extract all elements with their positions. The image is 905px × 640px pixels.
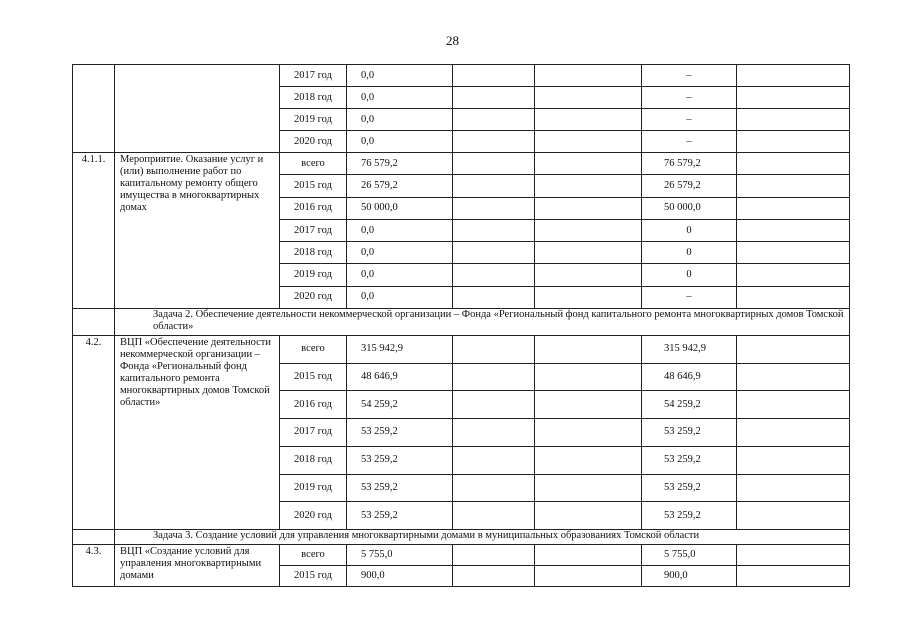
federal-cell: [453, 153, 535, 175]
other-cell: [737, 87, 850, 109]
local-cell: 53 259,2: [642, 446, 737, 474]
local-cell: –: [642, 109, 737, 131]
other-cell: [737, 131, 850, 153]
regional-cell: [535, 502, 642, 530]
regional-cell: [535, 544, 642, 565]
year-cell: всего: [280, 153, 347, 175]
federal-cell: [453, 286, 535, 308]
federal-cell: [453, 474, 535, 502]
federal-cell: [453, 175, 535, 197]
federal-cell: [453, 544, 535, 565]
total-cell: 900,0: [347, 565, 453, 586]
local-cell: 0: [642, 219, 737, 241]
other-cell: [737, 286, 850, 308]
federal-cell: [453, 336, 535, 364]
item-name: Мероприятие. Оказание услуг и (или) выполнение работ по капитальному ремонту общего имущества в многоквартирных домах: [115, 153, 280, 309]
regional-cell: [535, 264, 642, 286]
year-cell: 2018 год: [280, 242, 347, 264]
regional-cell: [535, 87, 642, 109]
other-cell: [737, 109, 850, 131]
regional-cell: [535, 153, 642, 175]
local-cell: –: [642, 131, 737, 153]
local-cell: 900,0: [642, 565, 737, 586]
item-number: 4.3.: [73, 544, 115, 586]
year-cell: всего: [280, 336, 347, 364]
other-cell: [737, 419, 850, 447]
other-cell: [737, 65, 850, 87]
federal-cell: [453, 565, 535, 586]
other-cell: [737, 502, 850, 530]
year-cell: 2019 год: [280, 474, 347, 502]
other-cell: [737, 153, 850, 175]
total-cell: 5 755,0: [347, 544, 453, 565]
regional-cell: [535, 474, 642, 502]
federal-cell: [453, 264, 535, 286]
total-cell: 53 259,2: [347, 474, 453, 502]
total-cell: 0,0: [347, 286, 453, 308]
regional-cell: [535, 219, 642, 241]
total-cell: 54 259,2: [347, 391, 453, 419]
year-cell: 2017 год: [280, 419, 347, 447]
regional-cell: [535, 363, 642, 391]
year-cell: 2016 год: [280, 197, 347, 219]
total-cell: 0,0: [347, 87, 453, 109]
regional-cell: [535, 446, 642, 474]
regional-cell: [535, 391, 642, 419]
local-cell: 26 579,2: [642, 175, 737, 197]
task-row: [73, 309, 850, 336]
item-name: ВЦП «Создание условий для управления многоквартирными домами: [115, 544, 280, 586]
total-cell: 53 259,2: [347, 446, 453, 474]
local-cell: 54 259,2: [642, 391, 737, 419]
task-title: Задача 2. Обеспечение деятельности некоммерческой организации – Фонда «Региональный фонд капитального ремонта многоквартирных домов Томской области»: [115, 309, 850, 336]
table-row: [73, 544, 850, 565]
total-cell: 76 579,2: [347, 153, 453, 175]
year-cell: 2020 год: [280, 502, 347, 530]
regional-cell: [535, 419, 642, 447]
other-cell: [737, 219, 850, 241]
local-cell: 50 000,0: [642, 197, 737, 219]
regional-cell: [535, 286, 642, 308]
regional-cell: [535, 336, 642, 364]
federal-cell: [453, 219, 535, 241]
regional-cell: [535, 197, 642, 219]
other-cell: [737, 391, 850, 419]
other-cell: [737, 264, 850, 286]
total-cell: 0,0: [347, 264, 453, 286]
total-cell: 48 646,9: [347, 363, 453, 391]
table-row: [73, 65, 850, 87]
year-cell: 2016 год: [280, 391, 347, 419]
total-cell: 0,0: [347, 109, 453, 131]
task-row: [73, 529, 850, 544]
year-cell: всего: [280, 544, 347, 565]
item-name: [115, 65, 280, 153]
local-cell: 53 259,2: [642, 502, 737, 530]
other-cell: [737, 544, 850, 565]
table-body: [73, 65, 850, 587]
other-cell: [737, 363, 850, 391]
item-number: 4.2.: [73, 336, 115, 530]
federal-cell: [453, 65, 535, 87]
local-cell: 48 646,9: [642, 363, 737, 391]
task-title: Задача 3. Создание условий для управления многоквартирными домами в муниципальных образованиях Томской области: [115, 529, 850, 544]
other-cell: [737, 175, 850, 197]
year-cell: 2015 год: [280, 363, 347, 391]
task-number: [73, 309, 115, 336]
total-cell: 53 259,2: [347, 419, 453, 447]
local-cell: 315 942,9: [642, 336, 737, 364]
regional-cell: [535, 242, 642, 264]
item-number: [73, 65, 115, 153]
regional-cell: [535, 65, 642, 87]
year-cell: 2017 год: [280, 65, 347, 87]
year-cell: 2019 год: [280, 109, 347, 131]
year-cell: 2015 год: [280, 175, 347, 197]
federal-cell: [453, 87, 535, 109]
total-cell: 315 942,9: [347, 336, 453, 364]
year-cell: 2020 год: [280, 286, 347, 308]
local-cell: 5 755,0: [642, 544, 737, 565]
other-cell: [737, 336, 850, 364]
local-cell: 76 579,2: [642, 153, 737, 175]
federal-cell: [453, 109, 535, 131]
total-cell: 0,0: [347, 131, 453, 153]
federal-cell: [453, 131, 535, 153]
total-cell: 0,0: [347, 219, 453, 241]
total-cell: 26 579,2: [347, 175, 453, 197]
local-cell: 0: [642, 242, 737, 264]
other-cell: [737, 242, 850, 264]
regional-cell: [535, 565, 642, 586]
other-cell: [737, 474, 850, 502]
federal-cell: [453, 197, 535, 219]
federal-cell: [453, 446, 535, 474]
local-cell: 53 259,2: [642, 474, 737, 502]
total-cell: 0,0: [347, 65, 453, 87]
local-cell: 53 259,2: [642, 419, 737, 447]
budget-table: [72, 64, 850, 587]
local-cell: –: [642, 286, 737, 308]
regional-cell: [535, 131, 642, 153]
regional-cell: [535, 109, 642, 131]
page-number: 28: [446, 33, 459, 48]
local-cell: –: [642, 87, 737, 109]
federal-cell: [453, 502, 535, 530]
federal-cell: [453, 363, 535, 391]
federal-cell: [453, 419, 535, 447]
year-cell: 2017 год: [280, 219, 347, 241]
total-cell: 53 259,2: [347, 502, 453, 530]
table-row: [73, 336, 850, 364]
other-cell: [737, 446, 850, 474]
federal-cell: [453, 391, 535, 419]
year-cell: 2015 год: [280, 565, 347, 586]
regional-cell: [535, 175, 642, 197]
item-number: 4.1.1.: [73, 153, 115, 309]
year-cell: 2019 год: [280, 264, 347, 286]
other-cell: [737, 565, 850, 586]
local-cell: 0: [642, 264, 737, 286]
task-number: [73, 529, 115, 544]
year-cell: 2020 год: [280, 131, 347, 153]
other-cell: [737, 197, 850, 219]
total-cell: 0,0: [347, 242, 453, 264]
federal-cell: [453, 242, 535, 264]
total-cell: 50 000,0: [347, 197, 453, 219]
local-cell: –: [642, 65, 737, 87]
table-row: [73, 153, 850, 175]
year-cell: 2018 год: [280, 87, 347, 109]
year-cell: 2018 год: [280, 446, 347, 474]
item-name: ВЦП «Обеспечение деятельности некоммерческой организации – Фонда «Региональный фонд капитального ремонта многоквартирных домов Томской области»: [115, 336, 280, 530]
